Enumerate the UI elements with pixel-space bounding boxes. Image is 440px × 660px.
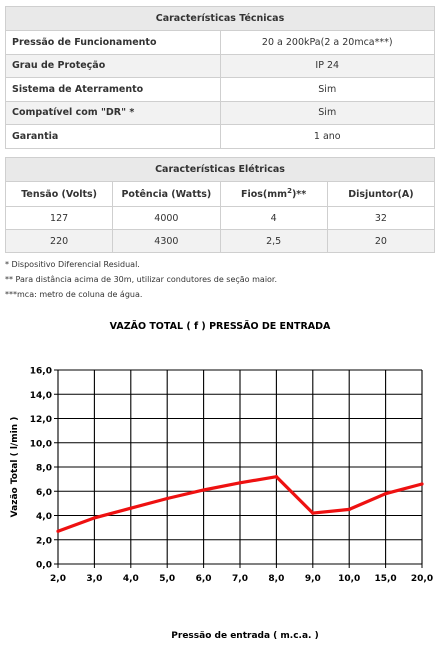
table-cell: 20: [327, 230, 434, 253]
spec-label: Pressão de Funcionamento: [6, 31, 221, 55]
data-point: [93, 516, 96, 519]
table-cell: 32: [327, 207, 434, 230]
y-tick-label: 16,0: [29, 366, 52, 377]
spec-label: Compatível com "DR" *: [6, 101, 221, 125]
table-cell: 4: [220, 207, 327, 230]
data-point: [166, 497, 169, 500]
spec-value: IP 24: [220, 54, 435, 78]
footnote: ***mca: metro de coluna de água.: [5, 290, 143, 299]
column-header: Potência (Watts): [113, 182, 220, 207]
spec-label: Grau de Proteção: [6, 54, 221, 78]
x-tick-label: 2,0: [50, 574, 66, 584]
footnote: * Dispositivo Diferencial Residual.: [5, 260, 140, 269]
x-tick-label: 4,0: [122, 574, 139, 584]
spec-value: Sim: [220, 101, 435, 125]
table-cell: 4300: [113, 230, 220, 253]
x-tick-label: 7,0: [232, 574, 248, 584]
spec-value: Sim: [220, 78, 435, 102]
electrical-title: Características Elétricas: [6, 158, 435, 182]
data-point: [238, 481, 241, 484]
x-tick-label: 6,0: [195, 574, 212, 584]
spec-value: 20 a 200kPa(2 a 20mca***): [220, 31, 435, 55]
data-point: [348, 508, 351, 511]
tech-specs-title: Características Técnicas: [6, 7, 435, 31]
y-tick-label: 0,0: [36, 560, 52, 571]
spec-label: Garantia: [6, 125, 221, 149]
table-cell: 2,5: [220, 230, 327, 253]
x-tick-label: 10,0: [338, 574, 361, 584]
x-tick-label: 9,0: [304, 574, 321, 584]
data-point: [311, 511, 314, 514]
y-tick-label: 4,0: [36, 512, 52, 522]
x-axis-label: Pressão de entrada ( m.c.a. ): [171, 631, 319, 641]
x-tick-label: 5,0: [159, 574, 176, 584]
y-tick-label: 12,0: [29, 415, 52, 425]
data-point: [56, 530, 59, 533]
data-point: [202, 488, 205, 491]
y-axis-label: Vazão Total ( l/min ): [10, 416, 20, 518]
chart-title: VAZÃO TOTAL ( f ) PRESSÃO DE ENTRADA: [109, 321, 331, 332]
y-tick-label: 2,0: [36, 536, 52, 547]
x-tick-label: 20,0: [410, 574, 434, 584]
spec-label: Sistema de Aterramento: [6, 78, 221, 102]
footnote: ** Para distância acima de 30m, utilizar condutores de seção maior.: [5, 275, 278, 284]
column-header: $Fios(mm^2)**$: [220, 182, 327, 207]
column-header: Tensão (Volts): [6, 182, 113, 207]
x-tick-label: 15,0: [374, 574, 397, 584]
data-point: [129, 507, 132, 510]
y-tick-label: 6,0: [36, 487, 52, 498]
y-tick-label: 14,0: [29, 390, 52, 401]
data-point: [420, 482, 423, 485]
table-cell: 220: [6, 230, 113, 253]
spec-value: 1 ano: [220, 125, 435, 149]
table-cell: 4000: [113, 207, 220, 230]
table-cell: 127: [6, 207, 113, 230]
data-point: [275, 475, 278, 478]
x-tick-label: 3,0: [86, 574, 103, 584]
data-point: [384, 492, 387, 495]
y-tick-label: 8,0: [36, 463, 52, 474]
column-header: Disjuntor(A): [327, 182, 434, 207]
x-tick-label: 8,0: [268, 574, 285, 584]
y-tick-label: 10,0: [29, 439, 52, 450]
